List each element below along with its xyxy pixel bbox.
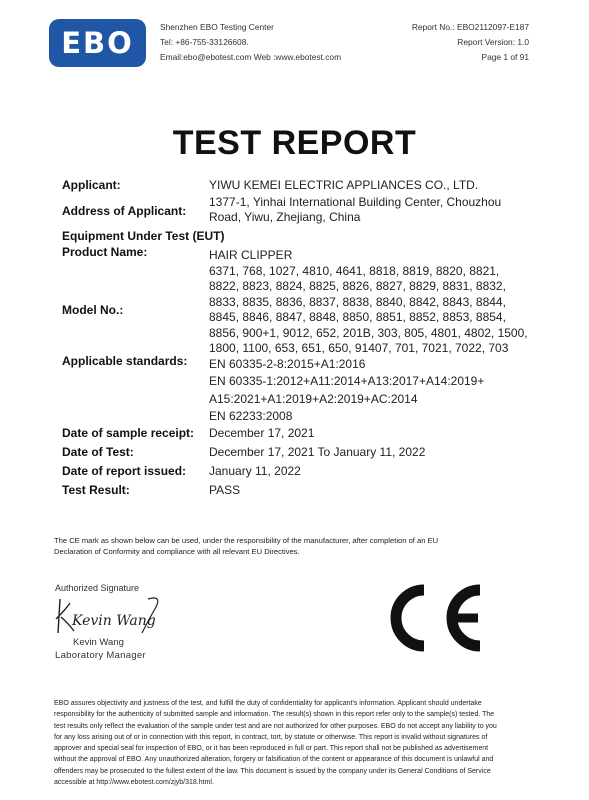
product-name-value: HAIR CLIPPER	[209, 248, 293, 262]
test-result-label: Test Result:	[62, 483, 130, 497]
disclaimer-line: accessible at http://www.ebotest.com/zjyb/318.html.	[54, 779, 214, 787]
standard-line: A15:2021+A1:2019+A2:2019+AC:2014	[209, 391, 418, 406]
ce-usage-note	[54, 535, 534, 558]
standard-line: EN 60335-1:2012+A11:2014+A13:2017+A14:2019+	[209, 374, 485, 389]
model-no-label: Model No.:	[62, 303, 124, 317]
handwritten-signature	[52, 593, 172, 639]
model-no-list	[209, 264, 528, 356]
company-email-web: Email:ebo@ebotest.com Web :www.ebotest.com	[160, 52, 342, 62]
product-name-label: Product Name:	[62, 245, 148, 259]
model-line: 8822, 8823, 8824, 8825, 8826, 8827, 8829, 8831, 8832,	[209, 279, 506, 294]
model-line: 8845, 8846, 8847, 8848, 8850, 8851, 8852, 8853, 8854,	[209, 310, 506, 325]
address-label: Address of Applicant:	[62, 204, 187, 218]
signatory-name: Kevin Wang	[73, 637, 124, 648]
header-report-info	[412, 20, 529, 65]
receipt-date-value: December 17, 2021	[209, 426, 315, 440]
standards-label: Applicable standards:	[62, 354, 188, 368]
disclaimer-line: approver and special seal for inspection of EBO, or it has been reproduced in full or part. This report shall not be published as advertisement	[54, 745, 489, 753]
model-line: 8856, 900+1, 9012, 652, 201B, 303, 805, 4801, 4802, 1500,	[209, 325, 528, 340]
address-value	[209, 195, 501, 226]
standards-list	[209, 356, 484, 425]
ebo-logo: EBO	[49, 19, 146, 67]
ce-mark-icon	[378, 580, 486, 656]
disclaimer-line: without the approval of EBO. Any unauthorized alteration, forgery or falsification of the content or appearance of this document is unlawful and	[54, 756, 494, 764]
report-number: Report No.: EBO2112097-E187	[411, 22, 529, 32]
receipt-date-label: Date of sample receipt:	[62, 426, 195, 440]
company-tel: Tel: +86-755-33126608.	[160, 37, 249, 47]
address-line: Road, Yiwu, Zhejiang, China	[209, 210, 361, 225]
authorized-signature-label: Authorized Signature	[55, 583, 140, 593]
issued-date-value: January 11, 2022	[209, 464, 301, 478]
disclaimer-line: offenders may be prosecuted to the fullest extent of the law. This document is issued by the company under its General Conditions of Service	[54, 767, 491, 775]
disclaimer-line: responsibility for the authenticity of submitted sample and information. The result(s) shown in this report refer only to the sample(s) tested. The	[54, 711, 495, 719]
applicant-value: YIWU KEMEI ELECTRIC APPLIANCES CO., LTD.	[209, 178, 479, 192]
issued-date-label: Date of report issued:	[62, 464, 187, 478]
page-number: Page 1 of 91	[481, 52, 529, 62]
report-version: Report Version: 1.0	[457, 37, 529, 47]
company-name: Shenzhen EBO Testing Center	[160, 22, 274, 32]
signatory-title: Laboratory Manager	[55, 650, 146, 661]
ce-note-line: The CE mark as shown below can be used, under the responsibility of the manufacturer, after completion of an EU	[54, 536, 439, 545]
model-line: 8833, 8835, 8836, 8837, 8838, 8840, 8842, 8843, 8844,	[209, 294, 506, 309]
disclaimer-line: test results only reflect the evaluation of the sample under test and are not authorized for other purposes. EBO do not accept any liability to you	[54, 722, 497, 730]
model-line: 1800, 1100, 653, 651, 650, 91407, 701, 7021, 7022, 703	[209, 341, 509, 356]
eut-heading: Equipment Under Test (EUT)	[62, 229, 225, 243]
ce-note-line: Declaration of Conformity and compliance with all relevant EU Directives.	[54, 547, 300, 557]
signature-text: Kevin Wang	[72, 613, 156, 629]
legal-disclaimer	[54, 698, 536, 788]
test-date-label: Date of Test:	[62, 445, 134, 459]
test-result-value: PASS	[209, 483, 241, 497]
model-line: 6371, 768, 1027, 4810, 4641, 8818, 8819, 8820, 8821,	[209, 264, 500, 278]
standard-line: EN 62233:2008	[209, 408, 293, 423]
standard-line: EN 60335-2-8:2015+A1:2016	[209, 357, 366, 371]
applicant-label: Applicant:	[62, 178, 121, 192]
disclaimer-line: for any loss arising out of or in connection with this report, in contract, tort, by statute or otherwise. This report is invalid without signatures of	[54, 733, 488, 741]
address-line: 1377-1, Yinhai International Building Center, Chouzhou	[209, 195, 502, 209]
header-contact-block	[160, 20, 341, 65]
test-date-value: December 17, 2021 To January 11, 2022	[209, 445, 426, 459]
page-title: TEST REPORT	[172, 124, 417, 162]
disclaimer-line: EBO assures objectivity and justness of the test, and fulfill the duty of confidentiality for applicant's information. Applicant should undertake	[54, 700, 482, 707]
